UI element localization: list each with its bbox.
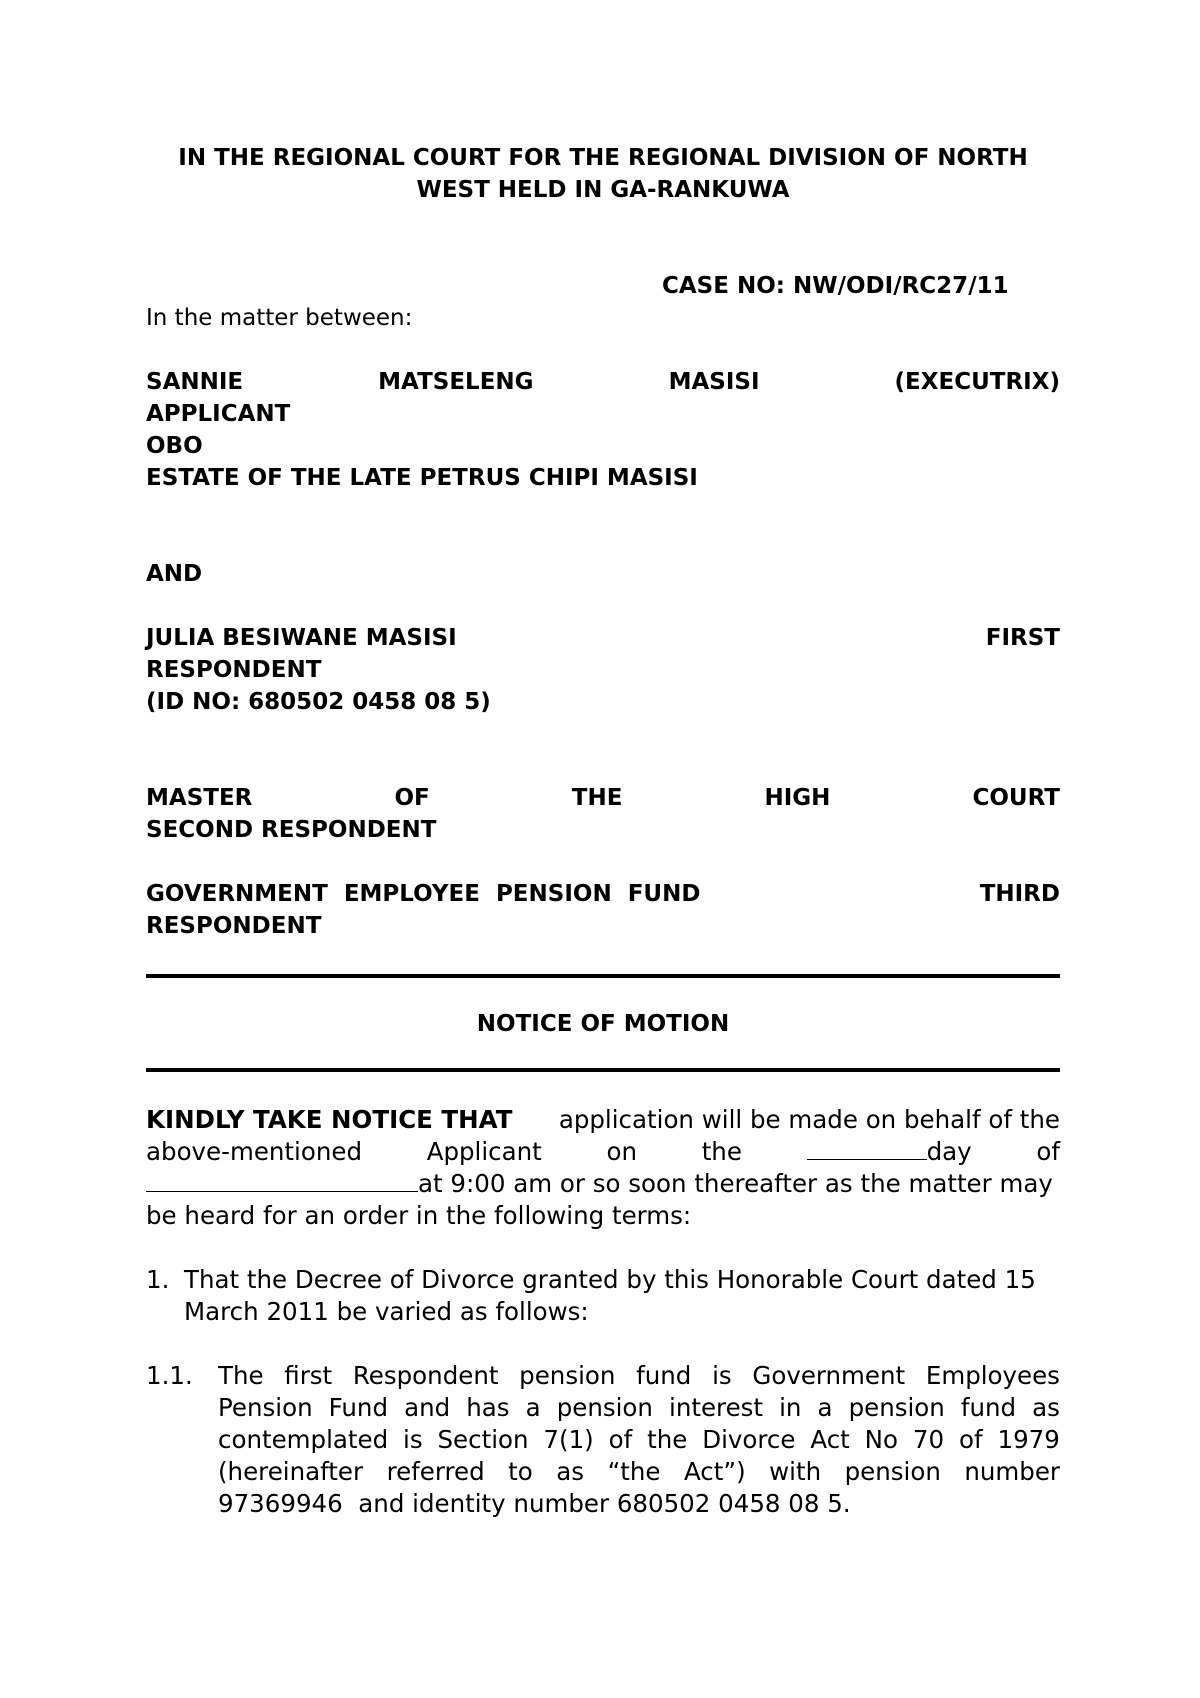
applicant-name-word: (EXECUTRIX): [894, 369, 1060, 395]
case-number: CASE NO: NW/ODI/RC27/11: [662, 273, 1009, 299]
applicant-name-word: SANNIE: [146, 369, 244, 395]
justified-word: is: [712, 1361, 732, 1390]
justified-word: pension: [556, 1393, 653, 1422]
matter-between-label: In the matter between:: [146, 305, 413, 331]
second-respondent-line: [146, 782, 1060, 814]
justified-word: pension: [848, 1393, 945, 1422]
justified-word: fund: [960, 1393, 1017, 1422]
top-divider: [146, 974, 1060, 978]
subterm-body: [218, 1360, 1060, 1520]
justified-word: Respondent: [352, 1361, 499, 1390]
day-field-group: [807, 1136, 972, 1168]
justified-word: first: [284, 1361, 333, 1390]
justified-word: contemplated: [218, 1425, 389, 1454]
notice-line-3: [146, 1168, 1060, 1200]
justified-word: the: [647, 1425, 688, 1454]
justified-word: 1979: [997, 1425, 1060, 1454]
justified-word: fund: [636, 1361, 692, 1390]
subterm-item-1-1: [146, 1360, 1060, 1520]
subterm-line: [218, 1424, 1060, 1456]
month-blank-field[interactable]: [146, 1169, 418, 1192]
document-content: [146, 142, 1060, 1520]
notice-word: the: [701, 1137, 742, 1166]
third-respondent-name: GOVERNMENT EMPLOYEE PENSION FUND: [146, 881, 701, 907]
subterm-number: 1.1.: [146, 1361, 193, 1390]
bottom-divider: [146, 1068, 1060, 1072]
applicant-block: [146, 366, 1060, 494]
justified-word: Pension: [218, 1393, 313, 1422]
notice-line-3-rest: at 9:00 am or so soon thereafter as the matter may: [418, 1169, 1053, 1198]
justified-word: of: [608, 1425, 633, 1454]
justified-word: Employees: [925, 1361, 1060, 1390]
justified-word: a: [525, 1393, 541, 1422]
day-blank-field[interactable]: [807, 1137, 927, 1160]
second-respondent-word: COURT: [972, 785, 1060, 811]
subterm-line: [218, 1456, 1060, 1488]
justified-word: number: [964, 1457, 1060, 1486]
second-respondent-word: OF: [394, 785, 430, 811]
term-line: That the Decree of Divorce granted by this Honorable Court dated 15: [184, 1265, 1036, 1294]
notice-paragraph: [146, 1104, 1060, 1232]
first-respondent-role-first: FIRST: [985, 625, 1060, 651]
third-respondent-line: [146, 878, 1060, 910]
justified-word: The: [218, 1361, 264, 1390]
justified-word: has: [466, 1393, 510, 1422]
term-item-1: [146, 1264, 1060, 1328]
justified-word: referred: [386, 1457, 485, 1486]
applicant-name-word: MASISI: [668, 369, 760, 395]
notice-line-2: [146, 1136, 1060, 1168]
third-respondent-role-second: RESPONDENT: [146, 913, 322, 939]
term-number: 1.: [146, 1265, 170, 1294]
first-respondent-name: JULIA BESIWANE MASISI: [146, 625, 457, 651]
justified-word: of: [958, 1425, 983, 1454]
justified-word: Section: [437, 1425, 529, 1454]
term-body: [184, 1264, 1060, 1328]
notice-line-1-rest: application will be made on behalf of the: [558, 1105, 1060, 1134]
and-separator: AND: [146, 561, 203, 587]
justified-word: a: [817, 1393, 833, 1422]
justified-word: is: [403, 1425, 423, 1454]
notice-word: above-mentioned: [146, 1137, 362, 1166]
first-respondent-line: [146, 622, 1060, 654]
first-respondent-role-second: RESPONDENT: [146, 657, 322, 683]
justified-word: Government: [752, 1361, 906, 1390]
second-respondent-block: [146, 782, 1060, 846]
second-respondent-role: SECOND RESPONDENT: [146, 817, 437, 843]
notice-title: NOTICE OF MOTION: [476, 1011, 730, 1037]
third-respondent-role-first: THIRD: [979, 881, 1060, 907]
justified-word: in: [779, 1393, 802, 1422]
applicant-estate: ESTATE OF THE LATE PETRUS CHIPI MASISI: [146, 465, 698, 491]
subterm-line: [218, 1360, 1060, 1392]
court-title-line-1: IN THE REGIONAL COURT FOR THE REGIONAL DIVISION OF NORTH: [178, 145, 1028, 171]
month-field-group: [146, 1168, 1053, 1200]
notice-line-1: [146, 1104, 1060, 1136]
court-title-line-2: WEST HELD IN GA-RANKUWA: [416, 177, 790, 203]
third-respondent-block: [146, 878, 1060, 942]
first-respondent-block: [146, 622, 1060, 718]
justified-word: Divorce: [702, 1425, 796, 1454]
justified-word: pension: [844, 1457, 941, 1486]
justified-word: to: [508, 1457, 533, 1486]
first-respondent-id: (ID NO: 680502 0458 08 5): [146, 689, 491, 715]
notice-word: on: [606, 1137, 638, 1166]
justified-word: Fund: [328, 1393, 389, 1422]
applicant-name-line: [146, 366, 1060, 398]
justified-word: with: [769, 1457, 822, 1486]
notice-lead: KINDLY TAKE NOTICE THAT: [146, 1105, 513, 1134]
justified-word: “the: [607, 1457, 661, 1486]
justified-word: as: [556, 1457, 585, 1486]
applicant-name-word: MATSELENG: [378, 369, 534, 395]
subterm-last-line: 97369946 and identity number 680502 0458 08 5.: [218, 1489, 851, 1518]
notice-line-4: be heard for an order in the following terms:: [146, 1201, 692, 1230]
justified-word: and: [404, 1393, 451, 1422]
justified-word: 70: [912, 1425, 945, 1454]
justified-word: Act: [810, 1425, 850, 1454]
notice-of-word: of: [1036, 1137, 1060, 1166]
justified-word: pension: [519, 1361, 616, 1390]
justified-word: No: [864, 1425, 898, 1454]
term-line: March 2011 be varied as follows:: [184, 1297, 589, 1326]
applicant-obo: OBO: [146, 433, 203, 459]
applicant-role: APPLICANT: [146, 401, 291, 427]
justified-word: (hereinafter: [218, 1457, 364, 1486]
justified-word: as: [1032, 1393, 1060, 1422]
second-respondent-word: THE: [571, 785, 623, 811]
subterm-line: [218, 1392, 1060, 1424]
justified-word: interest: [669, 1393, 764, 1422]
justified-word: 7(1): [543, 1425, 594, 1454]
notice-day-word: day: [926, 1137, 972, 1166]
second-respondent-word: HIGH: [764, 785, 831, 811]
justified-word: Act”): [683, 1457, 746, 1486]
notice-word: Applicant: [426, 1137, 542, 1166]
second-respondent-word: MASTER: [146, 785, 253, 811]
